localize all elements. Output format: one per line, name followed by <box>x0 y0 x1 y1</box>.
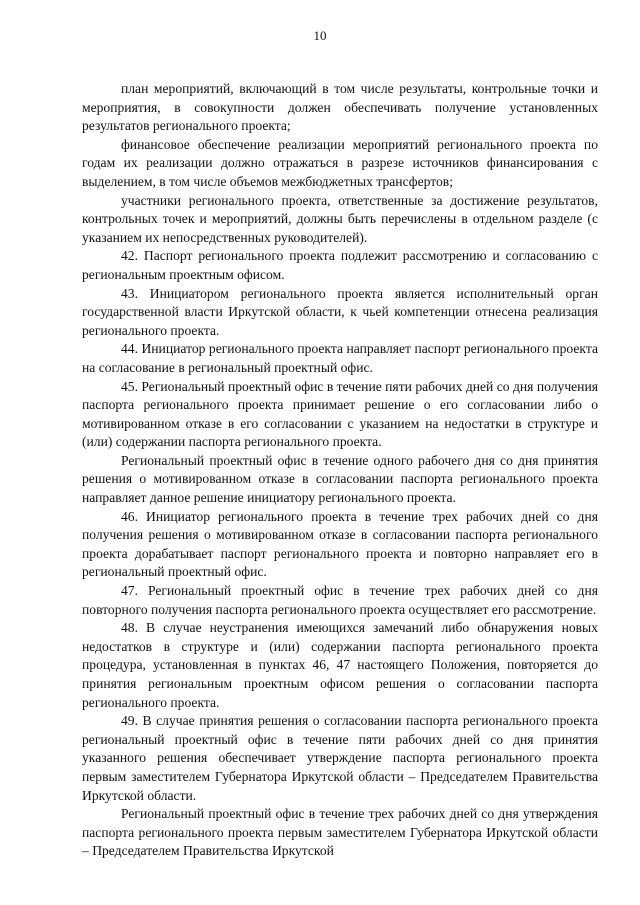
paragraph-47: 47. Региональный проектный офис в течение трех рабочих дней со дня повторного получения паспорта регионального проекта осуществляет его рассмотрение. <box>82 583 598 617</box>
paragraph-participants: участники регионального проекта, ответственные за достижение результатов, контрольных точек и мероприятий, должны быть перечислены в отдельном разделе (с указанием их непосредственных руководителей). <box>82 192 598 245</box>
paragraph-45-refusal: Региональный проектный офис в течение одного рабочего дня со дня принятия решения о мотивированном отказе в согласовании паспорта регионального проекта направляет данное решение инициатору регионального проекта. <box>82 452 598 506</box>
paragraph-49-approval: Региональный проектный офис в течение трех рабочих дней со дня утверждения паспорта регионального проекта первым заместителем Губернатора Иркутской области – Председателем Правительства Иркутской <box>82 806 598 859</box>
document-body <box>82 80 598 861</box>
paragraph-financing: финансовое обеспечение реализации мероприятий регионального проекта по годам их реализации должно отражаться в разрезе источников финансирования с выделением, в том числе объемов межбюджетных трансфертов; <box>82 136 598 189</box>
paragraph-46: 46. Инициатор регионального проекта в течение трех рабочих дней со дня получения решения о мотивированном отказе в согласовании паспорта регионального проекта дорабатывает паспорт регионального проекта и повторно направляет его в региональный проектный офис. <box>82 508 598 580</box>
paragraph-49: 49. В случае принятия решения о согласовании паспорта регионального проекта региональный проектный офис в течение пяти рабочих дней со дня принятия указанного решения обеспечивает утверждение паспорта регионального проекта первым заместителем Губернатора Иркутской области – Председателем Правительства Иркутской области. <box>82 713 598 803</box>
paragraph-44: 44. Инициатор регионального проекта направляет паспорт регионального проекта на согласование в региональный проектный офис. <box>82 341 598 375</box>
paragraph-42: 42. Паспорт регионального проекта подлежит рассмотрению и согласованию с региональным проектным офисом. <box>82 248 598 282</box>
paragraph-45: 45. Региональный проектный офис в течение пяти рабочих дней со дня получения паспорта регионального проекта принимает решение о его согласовании либо о мотивированном отказе в его согласовании с указанием на недостатки в структуре и (или) содержании паспорта регионального проекта. <box>82 378 598 450</box>
paragraph-plan: план мероприятий, включающий в том числе результаты, контрольные точки и мероприятия, в совокупности должен обеспечивать получение установленных результатов регионального проекта; <box>82 81 598 134</box>
paragraph-43: 43. Инициатором регионального проекта является исполнительный орган государственной власти Иркутской области, к чьей компетенции отнесена реализация регионального проекта. <box>82 285 598 338</box>
page-number: 10 <box>313 28 327 43</box>
paragraph-48: 48. В случае неустранения имеющихся замечаний либо обнаружения новых недостатков в структуре и (или) содержании паспорта регионального проекта процедура, установленная в пунктах 46, 47 настоящего Положения, повторяется до принятия региональным проектным офисом решения о согласовании паспорта регионального проекта. <box>82 620 598 710</box>
